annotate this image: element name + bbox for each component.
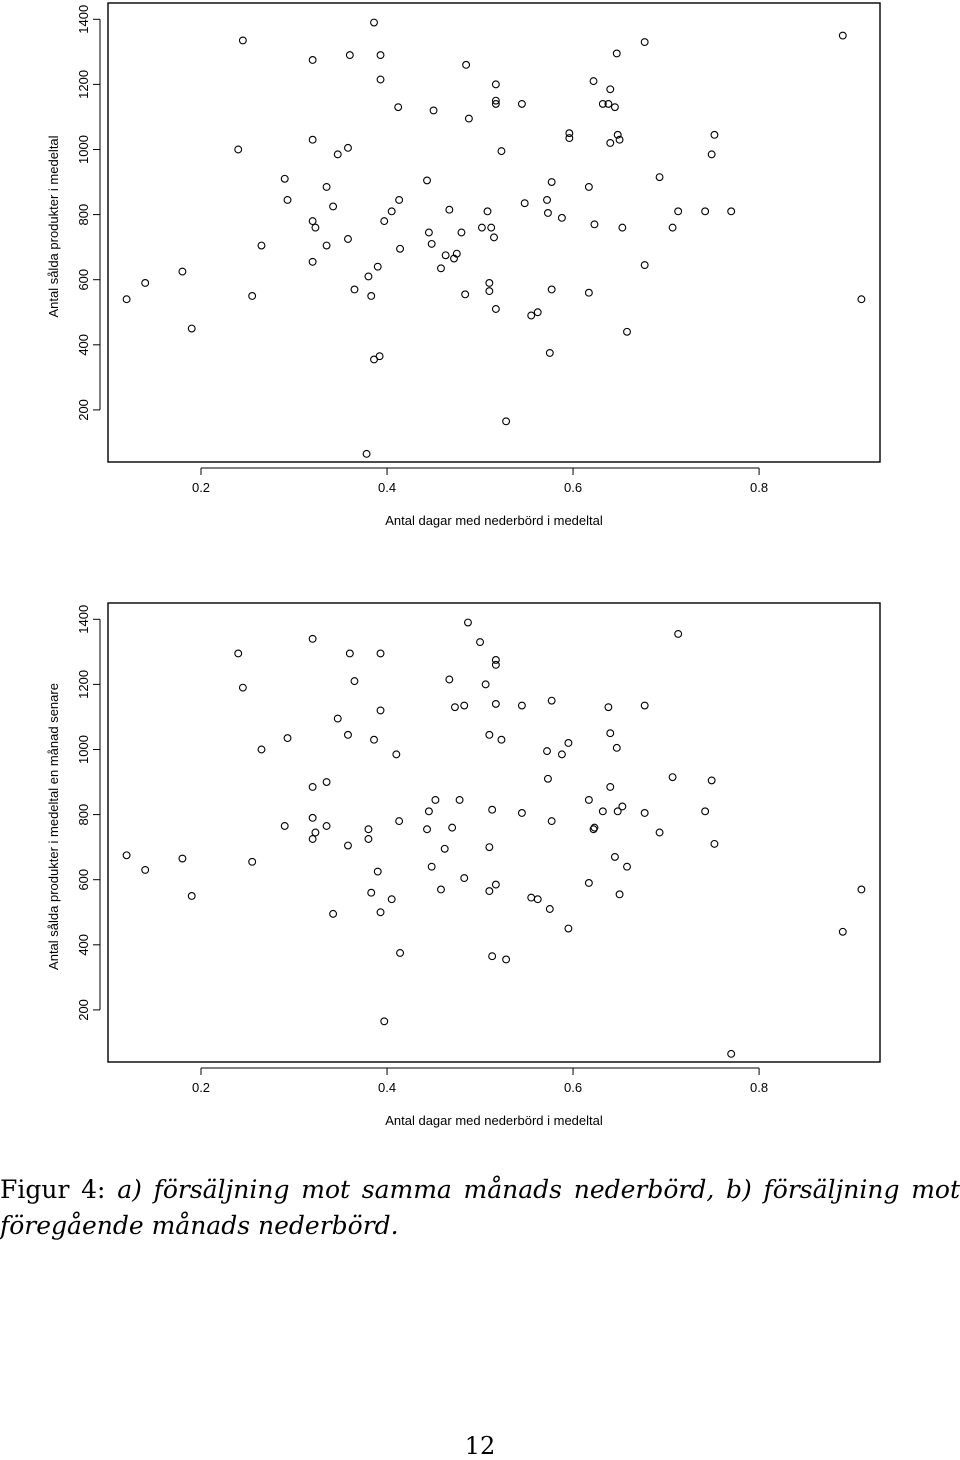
plot-a-point <box>395 104 402 111</box>
plot-b-y-tick-label: 200 <box>76 999 91 1021</box>
plot-b-point <box>377 707 384 714</box>
plot-a-point <box>548 286 555 293</box>
plot-b-point <box>346 650 353 657</box>
plot-a-point <box>458 229 465 236</box>
plot-a-point <box>641 262 648 269</box>
plot-a-point <box>708 151 715 158</box>
plot-a-x-tick-label: 0.4 <box>377 480 397 495</box>
plot-a-point <box>544 197 551 204</box>
plot-b-point <box>546 906 553 913</box>
plot-a-point <box>558 214 565 221</box>
plot-a-point <box>235 146 242 153</box>
plot-a-point <box>388 208 395 215</box>
plot-a-point <box>675 208 682 215</box>
figure-caption-lead: Figur 4: <box>0 1175 118 1204</box>
plot-b-point <box>708 777 715 784</box>
plot-b-point <box>675 631 682 638</box>
figure-caption-text: a) försäljning mot samma månads nederbörd, b) försäljning mot föregående månads nederbörd. <box>0 1175 960 1240</box>
plot-b-point <box>351 678 358 685</box>
plot-b-point <box>123 852 130 859</box>
plot-b-point <box>432 797 439 804</box>
plot-a-point <box>591 221 598 228</box>
plot-b-point <box>345 842 352 849</box>
plot-a-point <box>484 208 491 215</box>
plot-a-point <box>519 101 526 108</box>
plot-b-point <box>607 784 614 791</box>
plot-b-point <box>858 886 865 893</box>
plot-a-point <box>528 312 535 319</box>
plot-b-point <box>612 854 619 861</box>
plot-b-point <box>461 702 468 709</box>
plot-b-x-tick-label: 0.8 <box>750 1080 769 1095</box>
plot-b-point <box>365 826 372 833</box>
plot-a-point <box>566 135 573 142</box>
plot-b-point <box>839 928 846 935</box>
plot-a-point <box>309 218 316 225</box>
plot-a-point <box>702 208 709 215</box>
plot-b-point <box>284 735 291 742</box>
plot-a-point <box>607 86 614 93</box>
plot-b-point <box>669 774 676 781</box>
plot-a-point <box>711 131 718 138</box>
plot-b-point <box>428 863 435 870</box>
plot-a-point <box>239 37 246 44</box>
plot-b-point <box>489 806 496 813</box>
plot-b-x-tick-label: 0.4 <box>377 1080 397 1095</box>
page-number: 12 <box>464 1432 496 1460</box>
plot-a-point <box>590 78 597 85</box>
plot-a-frame <box>108 3 880 462</box>
plot-a-point <box>438 265 445 272</box>
plot-a-point <box>669 224 676 231</box>
plot-a-point <box>376 353 383 360</box>
plot-b-point <box>397 950 404 957</box>
plot-a-x-tick-label: 0.6 <box>564 480 583 495</box>
plot-a-point <box>462 291 469 298</box>
plot-a-point <box>309 258 316 265</box>
plot-a-point <box>446 206 453 213</box>
plot-b-point <box>449 824 456 831</box>
plot-a-point <box>142 280 149 287</box>
plot-a-point <box>397 245 404 252</box>
plot-b-point <box>235 650 242 657</box>
plot-b-point <box>381 1018 388 1025</box>
plot-a-point <box>641 39 648 46</box>
plot-a-point <box>585 289 592 296</box>
plot-b-point <box>585 797 592 804</box>
plot-b-point <box>641 702 648 709</box>
plot-a-point <box>492 81 499 88</box>
plot-b-point <box>438 886 445 893</box>
plot-b-point <box>365 836 372 843</box>
plot-a-y-tick-label: 1200 <box>76 69 91 99</box>
plot-a-point <box>612 104 619 111</box>
plot-a-point <box>545 210 552 217</box>
plot-a-point <box>839 32 846 39</box>
plot-b-point <box>641 810 648 817</box>
plot-b-point <box>486 844 493 851</box>
plot-b-point <box>565 740 572 747</box>
plot-a-point <box>619 224 626 231</box>
plot-b-point <box>489 953 496 960</box>
plot-a-y-tick-label: 1400 <box>76 4 91 34</box>
plot-b-point <box>519 810 526 817</box>
plot-b-x-tick-label: 0.2 <box>191 1080 211 1095</box>
plot-b-point <box>728 1050 735 1057</box>
plot-a-point <box>430 107 437 114</box>
plot-b-point <box>461 875 468 882</box>
plot-a-point <box>179 268 186 275</box>
plot-b-point <box>624 863 631 870</box>
plot-a-x-tick-label: 0.8 <box>750 480 769 495</box>
plot-a-point <box>548 179 555 186</box>
plot-a-y-tick-label: 600 <box>76 268 91 291</box>
plot-b-point <box>309 635 316 642</box>
plot-a-point <box>330 203 337 210</box>
plot-b-point <box>486 731 493 738</box>
plot-b-point <box>312 829 319 836</box>
plot-a-point <box>486 280 493 287</box>
plot-b-point <box>281 823 288 830</box>
plot-a-point <box>858 296 865 303</box>
plot-a-point <box>465 115 472 122</box>
plot-a-point <box>521 200 528 207</box>
plot-b-point <box>345 731 352 738</box>
plot-b-y-tick-label: 1400 <box>76 604 91 634</box>
plot-b-point <box>492 881 499 888</box>
plot-b-point <box>249 858 256 865</box>
plot-a-point <box>363 450 370 457</box>
plot-a-point <box>428 240 435 247</box>
plot-b-point <box>492 701 499 708</box>
plot-a-point <box>585 184 592 191</box>
plot-b-point <box>323 823 330 830</box>
plot-b-x-axis-label: Antal dagar med nederbörd i medeltal <box>385 1113 603 1128</box>
plot-a-point <box>498 148 505 155</box>
scatter-plot-b-svg <box>0 600 960 1160</box>
plot-b-point <box>503 956 510 963</box>
scatter-plot-a-svg <box>0 0 960 560</box>
plot-a-y-tick-label: 800 <box>76 203 91 226</box>
plot-a-point <box>309 57 316 64</box>
plot-b-point <box>702 808 709 815</box>
plot-b-point <box>323 779 330 786</box>
plot-b-point <box>616 891 623 898</box>
plot-a-point <box>334 151 341 158</box>
plot-b-point <box>388 896 395 903</box>
plot-a-point <box>323 242 330 249</box>
plot-a-point <box>281 175 288 182</box>
plot-b-point <box>396 818 403 825</box>
plot-b-point <box>465 619 472 626</box>
plot-b-point <box>605 704 612 711</box>
plot-a-point <box>123 296 130 303</box>
plot-b-point <box>548 818 555 825</box>
plot-a-point <box>624 328 631 335</box>
plot-a-point <box>346 52 353 59</box>
plot-a-point <box>425 229 432 236</box>
plot-b-point <box>482 681 489 688</box>
plot-b-point <box>377 909 384 916</box>
plot-a-x-tick-label: 0.2 <box>191 480 211 495</box>
plot-b-point <box>486 888 493 895</box>
plot-a-point <box>424 177 431 184</box>
plot-b-point <box>334 715 341 722</box>
plot-a-point <box>258 242 265 249</box>
plot-b-frame <box>108 603 880 1062</box>
plot-b-point <box>565 925 572 932</box>
plot-a-point <box>486 288 493 295</box>
plot-b-point <box>371 736 378 743</box>
plot-a-point <box>488 224 495 231</box>
plot-a-point <box>345 236 352 243</box>
plot-b-point <box>558 751 565 758</box>
plot-b-point <box>607 730 614 737</box>
plot-a-point <box>728 208 735 215</box>
plot-b-point <box>599 808 606 815</box>
plot-a-point <box>491 234 498 241</box>
plot-b-point <box>492 661 499 668</box>
plot-b-point <box>179 855 186 862</box>
plot-b-point <box>619 803 626 810</box>
plot-b-point <box>711 840 718 847</box>
plot-a-point <box>371 19 378 26</box>
plot-a-point <box>249 293 256 300</box>
plot-a-point <box>365 273 372 280</box>
plot-b-point <box>377 650 384 657</box>
plot-b-y-tick-label: 600 <box>76 868 91 891</box>
plot-a-point <box>613 50 620 57</box>
plot-a-point <box>442 252 449 259</box>
plot-b-y-tick-label: 400 <box>76 933 91 956</box>
plot-a-point <box>351 286 358 293</box>
plot-b-point <box>519 702 526 709</box>
plot-a-point <box>607 140 614 147</box>
plot-b-point <box>188 893 195 900</box>
plot-b-point <box>585 880 592 887</box>
plot-a-point <box>188 325 195 332</box>
plot-a-point <box>534 309 541 316</box>
plot-a-y-tick-label: 1000 <box>76 135 91 164</box>
plot-b-point <box>545 775 552 782</box>
plot-b-point <box>309 814 316 821</box>
plot-b-point <box>544 748 551 755</box>
plot-b-point <box>456 797 463 804</box>
plot-a-point <box>479 224 486 231</box>
scatter-plot-b <box>0 600 960 1160</box>
plot-a-point <box>312 224 319 231</box>
plot-b-point <box>477 639 484 646</box>
plot-a-point <box>381 218 388 225</box>
plot-a-x-axis-label: Antal dagar med nederbörd i medeltal <box>385 513 603 528</box>
plot-a-point <box>345 144 352 151</box>
plot-a-point <box>284 197 291 204</box>
plot-b-point <box>656 829 663 836</box>
plot-a-point <box>309 136 316 143</box>
plot-a-y-axis-label: Antal sålda produkter i medeltal <box>46 135 61 318</box>
plot-a-point <box>377 76 384 83</box>
plot-b-point <box>528 894 535 901</box>
plot-a-point <box>546 350 553 357</box>
plot-b-x-tick-label: 0.6 <box>564 1080 583 1095</box>
plot-b-point <box>441 845 448 852</box>
plot-b-point <box>309 836 316 843</box>
plot-b-point <box>142 867 149 874</box>
plot-a-point <box>396 197 403 204</box>
plot-b-point <box>393 751 400 758</box>
plot-b-point <box>425 808 432 815</box>
plot-b-y-axis-label: Antal sålda produkter i medeltal en månad senare <box>46 683 61 970</box>
plot-a-point <box>503 418 510 425</box>
plot-b-point <box>239 684 246 691</box>
plot-b-point <box>548 697 555 704</box>
plot-b-point <box>498 736 505 743</box>
plot-a-point <box>656 174 663 181</box>
plot-a-point <box>492 306 499 313</box>
plot-b-y-tick-label: 1000 <box>76 735 91 764</box>
plot-b-point <box>534 896 541 903</box>
plot-a-point <box>377 52 384 59</box>
figure-caption <box>0 1172 960 1244</box>
plot-a-point <box>323 184 330 191</box>
plot-b-point <box>309 784 316 791</box>
plot-a-point <box>368 293 375 300</box>
plot-b-point <box>258 746 265 753</box>
plot-b-point <box>374 868 381 875</box>
plot-b-point <box>368 889 375 896</box>
plot-a-point <box>463 61 470 68</box>
plot-b-point <box>446 676 453 683</box>
plot-a-y-tick-label: 200 <box>76 399 91 421</box>
scatter-plot-a <box>0 0 960 560</box>
plot-b-y-tick-label: 800 <box>76 803 91 826</box>
plot-a-y-tick-label: 400 <box>76 333 91 356</box>
plot-a-point <box>374 263 381 270</box>
plot-b-point <box>330 910 337 917</box>
plot-b-point <box>424 826 431 833</box>
plot-b-point <box>613 744 620 751</box>
plot-b-y-tick-label: 1200 <box>76 669 91 699</box>
plot-b-point <box>452 704 459 711</box>
